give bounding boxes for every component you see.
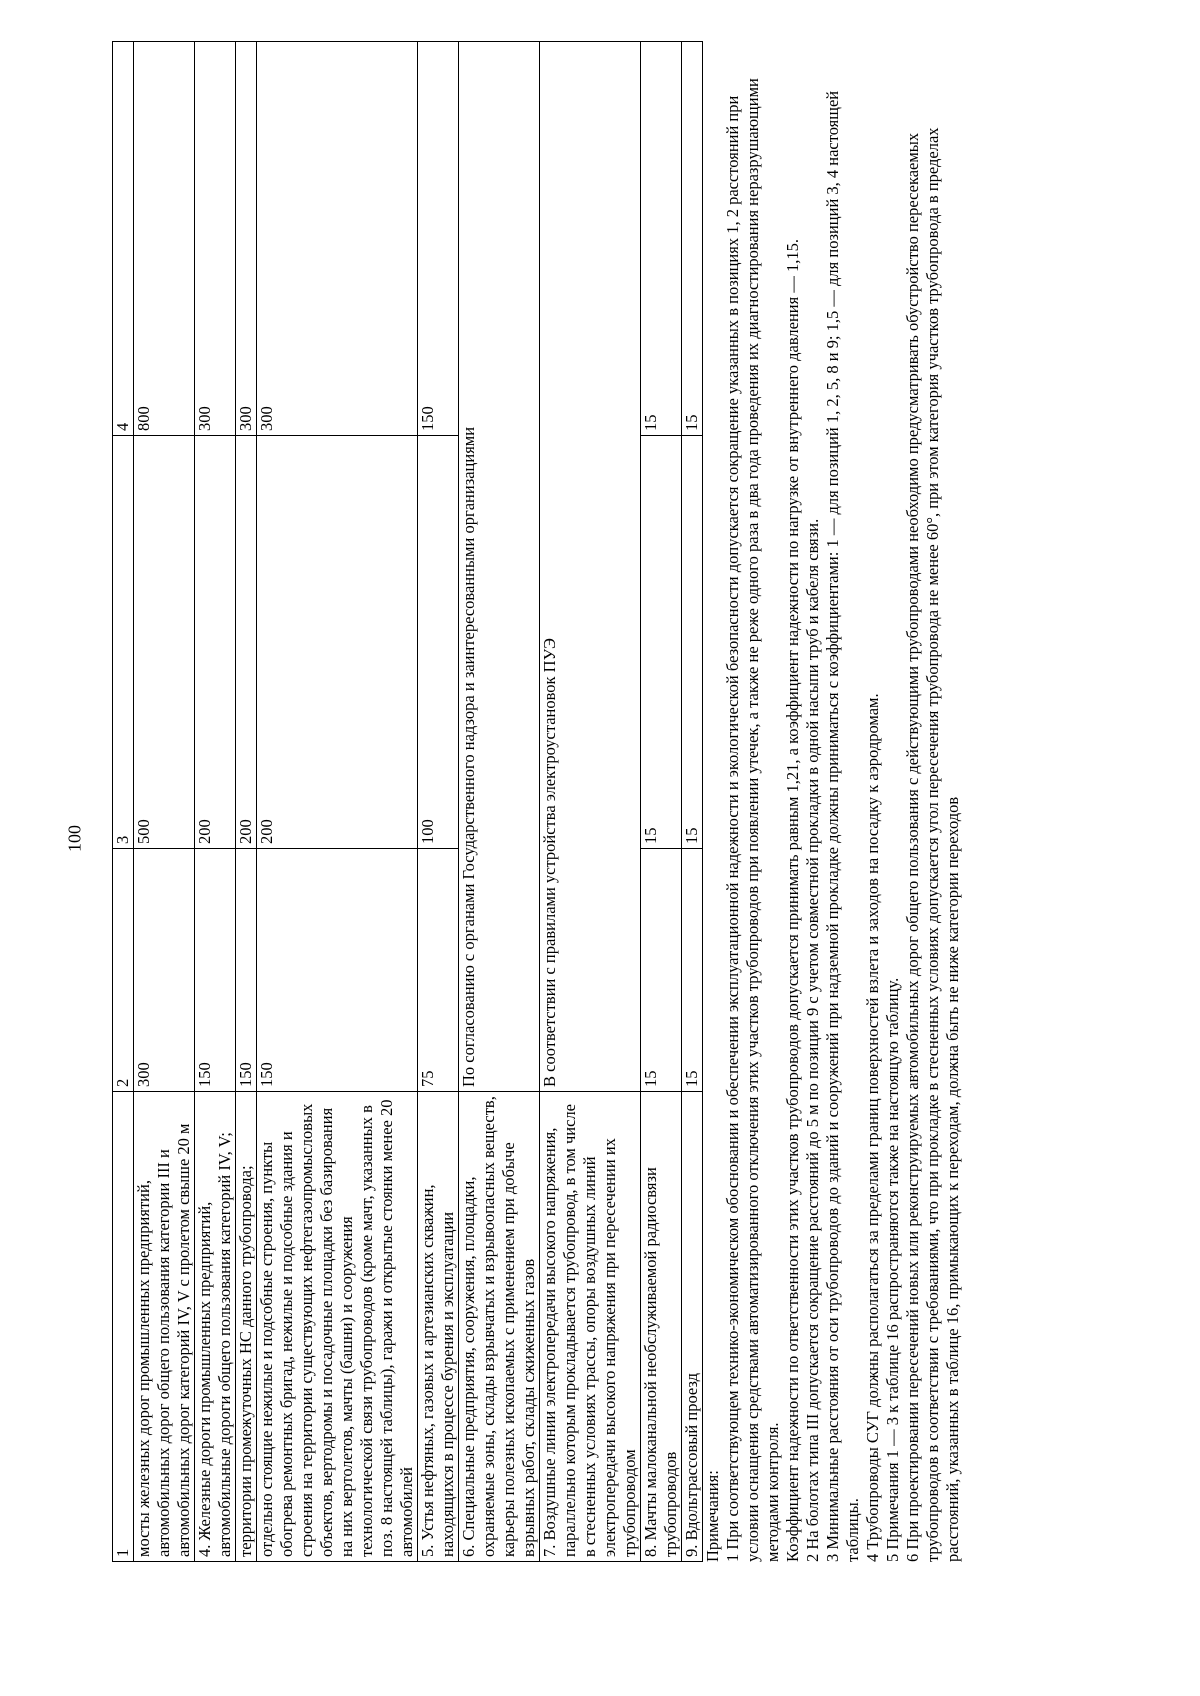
- header-cell: 1: [113, 1092, 134, 1562]
- value-cell: 150: [236, 849, 257, 1092]
- merged-value-cell: По согласованию с органами Государственного надзора и заинтересованными организациями: [459, 42, 540, 1092]
- value-cell: 15: [641, 849, 682, 1092]
- note-item: 1 При соответствующем технико-экономическом обосновании и обеспечении эксплуатационной надежности и экологической безопасности допускается сокращение указанных в позициях 1, 2 расстояний при условии оснащения средствами автоматизированного отключения этих участков трубопроводов при появлении утечек, а также не реже одного раза в два года проведения их диагностирования неразрушающими методами контроля.: [723, 78, 782, 1562]
- value-cell: 150: [195, 849, 236, 1092]
- notes-section: [703, 42, 963, 1562]
- value-cell: 15: [682, 42, 703, 436]
- value-cell: 200: [257, 436, 418, 849]
- notes-title: Примечания:: [703, 1470, 722, 1562]
- table-row: [459, 42, 540, 1562]
- row-label: 8. Мачты малоканальной необслуживаемой радиосвязи трубопроводов: [641, 1092, 682, 1562]
- value-cell: 15: [682, 849, 703, 1092]
- row-label: 9. Вдольтрассовый проезд: [682, 1092, 703, 1562]
- row-label: 5. Устья нефтяных, газовых и артезианских скважин, находящихся в процессе бурения и эксплуатации: [418, 1092, 459, 1562]
- row-label: 4. Железные дороги промышленных предприятий, автомобильные дороги общего пользования категорий IV, V;: [195, 1092, 236, 1562]
- row-label: 7. Воздушные линии электропередачи высокого напряжения, параллельно которым прокладывается трубопровод, в том числе в стесненных условиях трассы, опоры воздушных линий электропередачи высокого напряжения при пересечении их трубопроводом: [540, 1092, 641, 1562]
- value-cell: 200: [195, 436, 236, 849]
- header-cell: 4: [113, 42, 134, 436]
- row-label: отдельно стоящие нежилые и подсобные строения, пункты обогрева ремонтных бригад, нежилые и подсобные здания и строения на территории существующих нефтегазопромысловых объектов, вертодромы и посадочные площадки без базирования на них вертолетов, мачты (башни) и сооружения технологической связи трубопроводов (кроме мачт, указанных в поз. 8 настоящей таблицы), гаражи и открытые стоянки менее 20 автомобилей: [257, 1092, 418, 1562]
- value-cell: 300: [195, 42, 236, 436]
- note-item: 6 При проектировании пересечений новых или реконструируемых автомобильных дорог общего пользования с действующими трубопроводами необходимо предусматривать обустройство пересекаемых трубопроводов в соответствии с требованиями, что при прокладке в стесненных условиях допускается угол пересечения трубопровода не менее 60°, при этом категория участков трубопровода в пределах расстояний, указанных в таблице 16, примыкающих к переходам, должна быть не ниже категории переходов: [903, 127, 962, 1562]
- note-item: 4 Трубопроводы СУГ должны располагаться за пределами границ поверхностей взлета и заходов на посадку к аэродромам.: [863, 693, 882, 1562]
- value-cell: 200: [236, 436, 257, 849]
- value-cell: 150: [257, 849, 418, 1092]
- table-row: [540, 42, 641, 1562]
- rotated-page-content: [112, 40, 1042, 1568]
- value-cell: 15: [641, 42, 682, 436]
- distance-table: [112, 41, 703, 1562]
- table-row: [236, 42, 257, 1562]
- table-header-row: [113, 42, 134, 1562]
- header-cell: 3: [113, 436, 134, 849]
- value-cell: 300: [257, 42, 418, 436]
- table-row: [682, 42, 703, 1562]
- header-cell: 2: [113, 849, 134, 1092]
- value-cell: 800: [134, 42, 195, 436]
- note-item: 3 Минимальные расстояния от оси трубопроводов до зданий и сооружений при надземной прокладке должны приниматься с коэффициентами: 1 — для позиций 1, 2, 5, 8 и 9; 1,5 — для позиций 3, 4 настоящей таблицы.: [823, 90, 862, 1562]
- note-item: Коэффициент надежности по ответственности этих участков трубопроводов допускается принимать равным 1,21, а коэффициент надежности по нагрузке от внутреннего давления — 1,15.: [783, 239, 802, 1562]
- merged-value-cell: В соответствии с правилами устройства электроустановок ПУЭ: [540, 42, 641, 1092]
- value-cell: 15: [641, 436, 682, 849]
- note-item: 5 Примечания 1 — 3 к таблице 16 распространяются также на настоящую таблицу.: [883, 977, 902, 1562]
- value-cell: 150: [418, 42, 459, 436]
- table-row: [418, 42, 459, 1562]
- table-row: [641, 42, 682, 1562]
- row-label: мосты железных дорог промышленных предприятий, автомобильных дорог общего пользования категории III и автомобильных дорог категорий IV, V с пролетом свыше 20 м: [134, 1092, 195, 1562]
- value-cell: 15: [682, 436, 703, 849]
- row-label: 6. Специальные предприятия, сооружения, площадки, охраняемые зоны, склады взрывчатых и взрывоопасных веществ, карьеры полезных ископаемых с применением при добыче взрывных работ, склады сжиженных газов: [459, 1092, 540, 1562]
- table-row: [134, 42, 195, 1562]
- value-cell: 100: [418, 436, 459, 849]
- value-cell: 300: [236, 42, 257, 436]
- page-number: 100: [64, 825, 85, 852]
- note-item: 2 На болотах типа III допускается сокращение расстояний до 5 м по позиции 9 с учетом совместной прокладки в одной насыпи труб и кабеля связи.: [803, 518, 822, 1562]
- table-row: [257, 42, 418, 1562]
- value-cell: 75: [418, 849, 459, 1092]
- value-cell: 300: [134, 849, 195, 1092]
- row-label: территории промежуточных НС данного трубопровода;: [236, 1092, 257, 1562]
- table-row: [195, 42, 236, 1562]
- value-cell: 500: [134, 436, 195, 849]
